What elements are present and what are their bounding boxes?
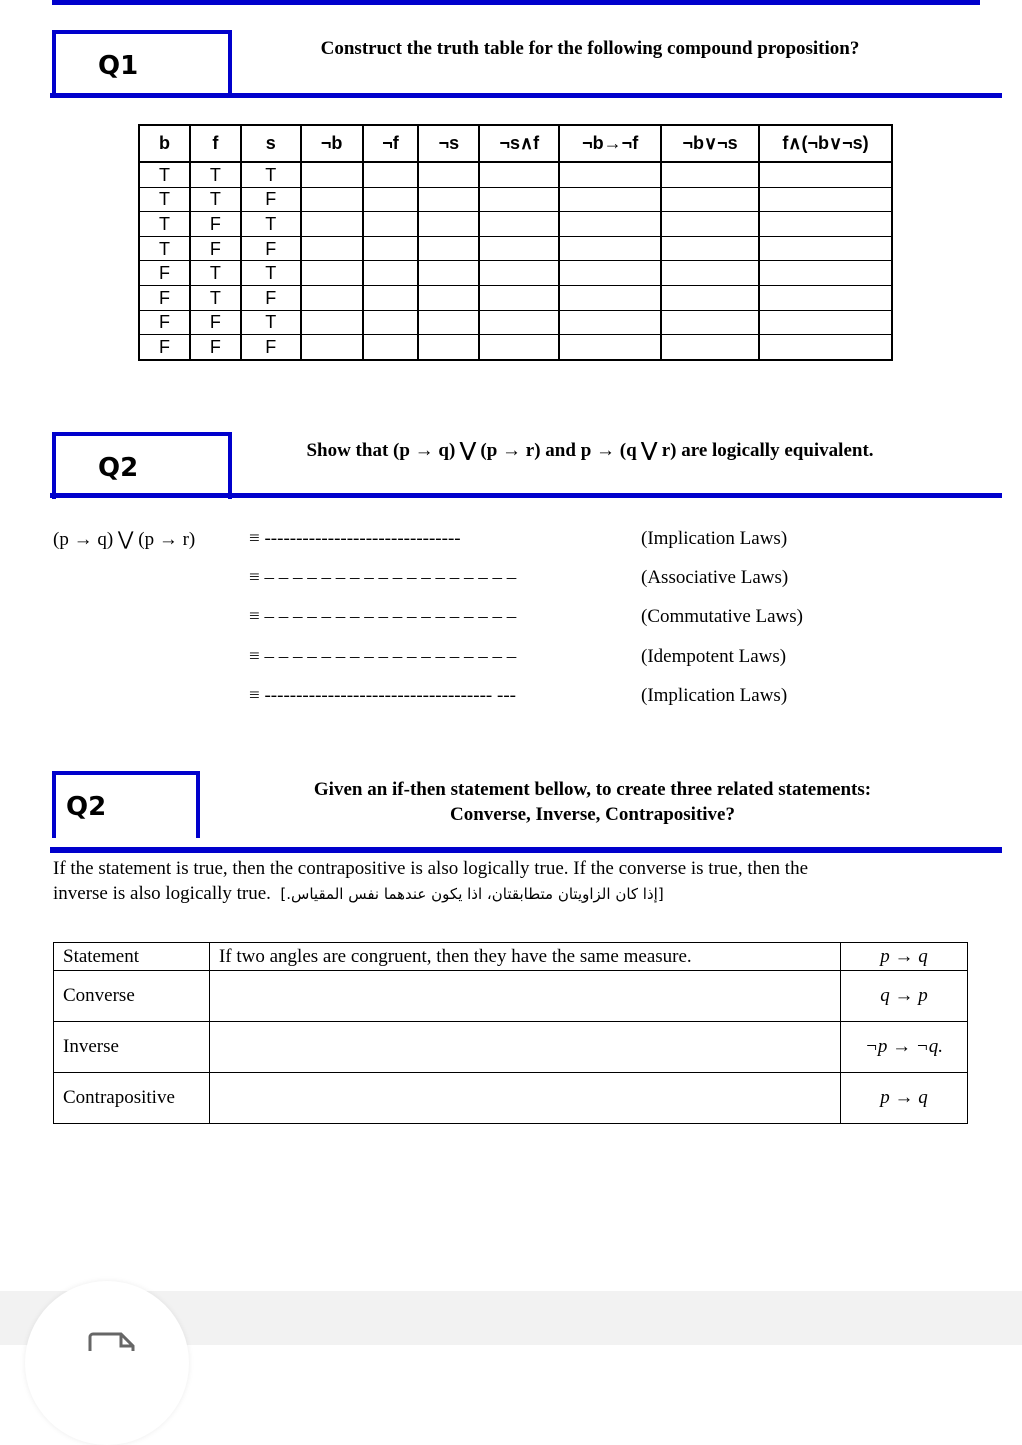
answer-cell[interactable]: [479, 285, 559, 310]
converse-label: Converse: [54, 971, 210, 1022]
truth-table-row: [139, 236, 892, 261]
contrapositive-row: [54, 1073, 968, 1124]
answer-cell[interactable]: [301, 310, 363, 335]
equivalence-lhs: (p → q) ⋁ (p → r): [53, 529, 196, 550]
top-rule: [52, 0, 980, 5]
q3-instructions: [53, 856, 993, 907]
truth-value-cell: F: [241, 187, 301, 212]
answer-cell[interactable]: [301, 162, 363, 187]
answer-cell[interactable]: [418, 310, 479, 335]
contrapositive-answer-cell[interactable]: [209, 1073, 840, 1124]
truth-table-header: [139, 125, 892, 162]
step-3-expr: ≡ – – – – – – – – – – – – – – – – – –: [249, 606, 517, 627]
truth-value-cell: F: [190, 236, 241, 261]
answer-cell[interactable]: [301, 285, 363, 310]
step-5-law: (Implication Laws): [641, 685, 788, 706]
answer-cell[interactable]: [661, 187, 759, 212]
truth-value-cell: T: [190, 285, 241, 310]
truth-table-header-cell: ¬s∧f: [479, 125, 559, 162]
converse-symbol: q → p: [841, 971, 968, 1022]
answer-cell[interactable]: [301, 236, 363, 261]
truth-table-row: [139, 212, 892, 237]
truth-table-header-cell: f∧(¬b∨¬s): [759, 125, 892, 162]
contrapositive-label: Contrapositive: [54, 1073, 210, 1124]
answer-cell[interactable]: [759, 335, 892, 360]
answer-cell[interactable]: [418, 187, 479, 212]
answer-cell[interactable]: [363, 261, 419, 286]
q3-rule: [50, 847, 1002, 853]
q3-label-box: [52, 771, 200, 838]
truth-table-header-cell: ¬s: [418, 125, 479, 162]
answer-cell[interactable]: [418, 162, 479, 187]
step-1-law: (Implication Laws): [641, 528, 788, 549]
inverse-symbol: ¬p → ¬q.: [841, 1022, 968, 1073]
step-3-law: (Commutative Laws): [641, 606, 803, 627]
q3-label: Q2: [66, 791, 107, 822]
statement-symbol: p → q: [841, 943, 968, 971]
answer-cell[interactable]: [559, 162, 661, 187]
q3-instructions-line2-text: inverse is also logically true.: [53, 883, 271, 904]
answer-cell[interactable]: [559, 236, 661, 261]
truth-table-header-cell: ¬b: [301, 125, 363, 162]
statement-text: If two angles are congruent, then they have the same measure.: [209, 943, 840, 971]
answer-cell[interactable]: [661, 285, 759, 310]
answer-cell[interactable]: [418, 236, 479, 261]
q3-title: [190, 777, 995, 827]
answer-cell[interactable]: [759, 285, 892, 310]
answer-cell[interactable]: [363, 335, 419, 360]
answer-cell[interactable]: [479, 261, 559, 286]
truth-value-cell: F: [139, 261, 190, 286]
answer-cell[interactable]: [759, 162, 892, 187]
truth-table-row: [139, 335, 892, 360]
truth-table-row: [139, 162, 892, 187]
answer-cell[interactable]: [301, 261, 363, 286]
step-4-expr: ≡ – – – – – – – – – – – – – – – – – –: [249, 646, 517, 667]
truth-table-header-cell: f: [190, 125, 241, 162]
q1-rule: [50, 93, 1002, 98]
answer-cell[interactable]: [363, 212, 419, 237]
answer-cell[interactable]: [661, 236, 759, 261]
answer-cell[interactable]: [661, 212, 759, 237]
answer-cell[interactable]: [479, 187, 559, 212]
truth-table-header-cell: s: [241, 125, 301, 162]
answer-cell[interactable]: [479, 162, 559, 187]
truth-value-cell: T: [139, 236, 190, 261]
answer-cell[interactable]: [559, 335, 661, 360]
truth-value-cell: T: [139, 187, 190, 212]
answer-cell[interactable]: [363, 236, 419, 261]
answer-cell[interactable]: [759, 261, 892, 286]
truth-table-header-cell: ¬b→¬f: [559, 125, 661, 162]
contrapositive-symbol: p → q: [841, 1073, 968, 1124]
answer-cell[interactable]: [559, 261, 661, 286]
truth-value-cell: F: [190, 212, 241, 237]
truth-value-cell: F: [241, 236, 301, 261]
answer-cell[interactable]: [479, 335, 559, 360]
converse-answer-cell[interactable]: [209, 971, 840, 1022]
truth-table-row: [139, 261, 892, 286]
q3-title-line2: Converse, Inverse, Contrapositive?: [450, 804, 735, 825]
answer-cell[interactable]: [363, 310, 419, 335]
answer-cell[interactable]: [661, 162, 759, 187]
truth-value-cell: T: [139, 162, 190, 187]
step-5-expr: ≡ ------------------------------------ ---: [249, 685, 516, 706]
q3-instructions-line2: [53, 881, 993, 907]
document-button[interactable]: [25, 1281, 189, 1445]
truth-value-cell: F: [190, 310, 241, 335]
answer-cell[interactable]: [559, 310, 661, 335]
answer-cell[interactable]: [418, 335, 479, 360]
step-2-expr: ≡ – – – – – – – – – – – – – – – – – –: [249, 567, 517, 588]
truth-value-cell: F: [139, 285, 190, 310]
q2-rule: [50, 493, 1002, 498]
truth-table: [138, 124, 893, 361]
document-icon: [87, 1331, 139, 1351]
answer-cell[interactable]: [559, 212, 661, 237]
answer-cell[interactable]: [418, 285, 479, 310]
q1-label: Q1: [98, 50, 139, 81]
answer-cell[interactable]: [661, 261, 759, 286]
related-statements-table: [53, 942, 968, 1124]
truth-table-header-cell: ¬f: [363, 125, 419, 162]
q1-title: Construct the truth table for the following compound proposition?: [320, 38, 860, 59]
arabic-translation: [إذا كان الزاويتان متطابقتان، اذا يكون عندهما نفس المقياس.]: [280, 885, 664, 903]
q3-instructions-line1: If the statement is true, then the contrapositive is also logically true. If the converse is true, then the: [53, 858, 809, 879]
answer-cell[interactable]: [759, 310, 892, 335]
truth-table-row: [139, 310, 892, 335]
inverse-answer-cell[interactable]: [209, 1022, 840, 1073]
answer-cell[interactable]: [363, 285, 419, 310]
truth-value-cell: T: [241, 261, 301, 286]
step-4-law: (Idempotent Laws): [641, 646, 787, 667]
truth-value-cell: T: [139, 212, 190, 237]
q2-title: Show that (p → q) ⋁ (p → r) and p → (q ⋁ r) are logically equivalent.: [306, 440, 874, 461]
truth-table-row: [139, 285, 892, 310]
truth-value-cell: T: [190, 187, 241, 212]
answer-cell[interactable]: [479, 236, 559, 261]
truth-value-cell: F: [139, 310, 190, 335]
truth-value-cell: F: [139, 335, 190, 360]
answer-cell[interactable]: [418, 212, 479, 237]
answer-cell[interactable]: [301, 212, 363, 237]
answer-cell[interactable]: [661, 310, 759, 335]
answer-cell[interactable]: [479, 212, 559, 237]
answer-cell[interactable]: [301, 335, 363, 360]
answer-cell[interactable]: [759, 187, 892, 212]
truth-value-cell: T: [241, 310, 301, 335]
step-2-law: (Associative Laws): [641, 567, 789, 588]
answer-cell[interactable]: [363, 162, 419, 187]
truth-value-cell: F: [241, 285, 301, 310]
truth-value-cell: T: [241, 212, 301, 237]
inverse-row: [54, 1022, 968, 1073]
inverse-label: Inverse: [54, 1022, 210, 1073]
truth-value-cell: F: [190, 335, 241, 360]
statement-row: [54, 943, 968, 971]
answer-cell[interactable]: [418, 261, 479, 286]
q3-title-line1: Given an if-then statement bellow, to create three related statements:: [313, 779, 872, 800]
truth-value-cell: T: [190, 261, 241, 286]
answer-cell[interactable]: [363, 187, 419, 212]
answer-cell[interactable]: [759, 236, 892, 261]
truth-table-row: [139, 187, 892, 212]
truth-value-cell: F: [241, 335, 301, 360]
answer-cell[interactable]: [559, 285, 661, 310]
answer-cell[interactable]: [301, 187, 363, 212]
answer-cell[interactable]: [559, 187, 661, 212]
answer-cell[interactable]: [661, 335, 759, 360]
truth-table-header-cell: b: [139, 125, 190, 162]
statement-label: Statement: [54, 943, 210, 971]
answer-cell[interactable]: [759, 212, 892, 237]
truth-value-cell: T: [190, 162, 241, 187]
truth-value-cell: T: [241, 162, 301, 187]
converse-row: [54, 971, 968, 1022]
q2-label: Q2: [98, 452, 139, 483]
answer-cell[interactable]: [479, 310, 559, 335]
step-1-expr: ≡ -------------------------------: [249, 528, 461, 549]
truth-table-header-cell: ¬b∨¬s: [661, 125, 759, 162]
